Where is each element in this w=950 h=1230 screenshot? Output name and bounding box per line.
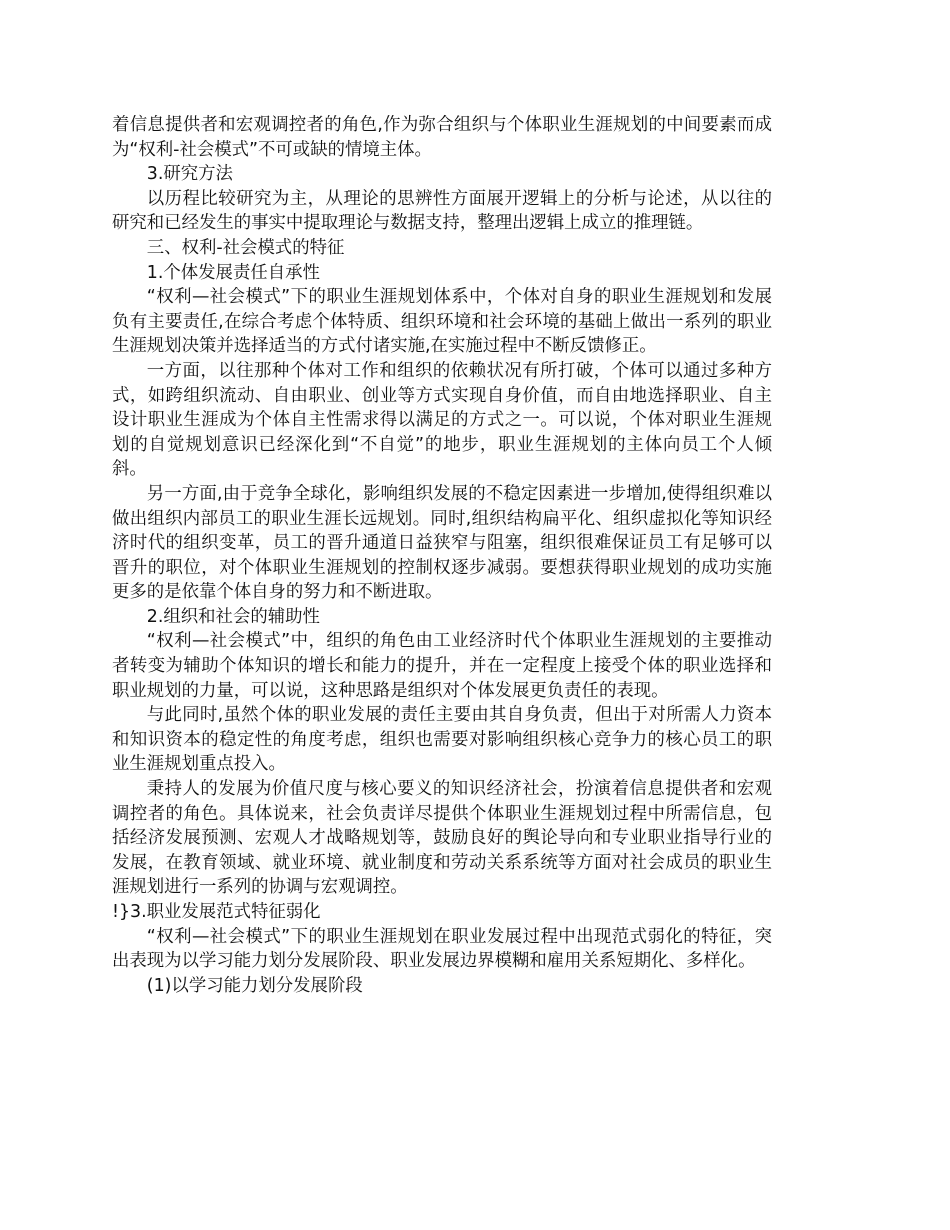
subheading-research-method: 3.研究方法 bbox=[146, 164, 233, 185]
document-body bbox=[112, 113, 772, 998]
paragraph-body: 另一方面,由于竞争全球化，影响组织发展的不稳定因素进一步增加,使得组织难以做出组织内部员工的职业生涯长远规划。同时,组织结构扁平化、组织虚拟化等知识经济时代的组织变革，员工的晋升通道日益狭窄与阻塞，组织很难保证员工有足够可以晋升的职位，对个体职业生涯规划的控制权逐步减弱。要想获得职业规划的成功实施更多的是依靠个体自身的努力和不断进取。 bbox=[112, 483, 772, 603]
paragraph-body: 一方面，以往那种个体对工作和组织的依赖状况有所打破，个体可以通过多种方式，如跨组织流动、自由职业、创业等方式实现自身价值，而自由地选择职业、自主设计职业生涯成为个体自主性需求得以满足的方式之一。可以说，个体对职业生涯规划的自觉规划意识已经深化到“不自觉”的地步，职业生涯规划的主体向员工个人倾斜。 bbox=[112, 360, 772, 480]
paragraph-body: 秉持人的发展为价值尺度与核心要义的知识经济社会，扮演着信息提供者和宏观调控者的角色。具体说来，社会负责详尽提供个体职业生涯规划过程中所需信息，包括经济发展预测、宏观人才战略规划等，鼓励良好的舆论导向和专业职业指导行业的发展，在教育领域、就业环境、就业制度和劳动关系系统等方面对社会成员的职业生涯规划进行一系列的协调与宏观调控。 bbox=[112, 779, 772, 898]
subheading-paradigm-weakening: !}3.职业发展范式特征弱化 bbox=[112, 902, 321, 922]
subheading-learning-stages: (1)以学习能力划分发展阶段 bbox=[146, 975, 363, 996]
section-heading-features: 三、权利-社会模式的特征 bbox=[146, 237, 345, 258]
paragraph-continuation: 着信息提供者和宏观调控者的角色,作为弥合组织与个体职业生涯规划的中间要素而成为“权利-社会模式”不可或缺的情境主体。 bbox=[112, 115, 772, 160]
subheading-individual-responsibility: 1.个体发展责任自承性 bbox=[146, 262, 320, 283]
paragraph-body: “权利—社会模式”下的职业生涯规划体系中，个体对自身的职业生涯规划和发展负有主要责任,在综合考虑个体特质、组织环境和社会环境的基础上做出一系列的职业生涯规划决策并选择适当的方式付诸实施,在实施过程中不断反馈修正。 bbox=[112, 287, 772, 357]
paragraph-research-method: 以历程比较研究为主，从理论的思辨性方面展开逻辑上的分析与论述，从以往的研究和已经发生的事实中提取理论与数据支持，整理出逻辑上成立的推理链。 bbox=[112, 188, 772, 234]
paragraph-body: “权利—社会模式”下的职业生涯规划在职业发展过程中出现范式弱化的特征，突出表现为以学习能力划分发展阶段、职业发展边界模糊和雇用关系短期化、多样化。 bbox=[112, 926, 772, 972]
subheading-organization-society: 2.组织和社会的辅助性 bbox=[146, 606, 320, 627]
paragraph-body: 与此同时,虽然个体的职业发展的责任主要由其自身负责，但出于对所需人力资本和知识资本的稳定性的角度考虑，组织也需要对影响组织核心竞争力的核心员工的职业生涯规划重点投入。 bbox=[112, 705, 772, 775]
paragraph-body: “权利—社会模式”中，组织的角色由工业经济时代个体职业生涯规划的主要推动者转变为辅助个体知识的增长和能力的提升，并在一定程度上接受个体的职业选择和职业规划的力量，可以说，这种思路是组织对个体发展更负责任的表现。 bbox=[112, 631, 772, 701]
